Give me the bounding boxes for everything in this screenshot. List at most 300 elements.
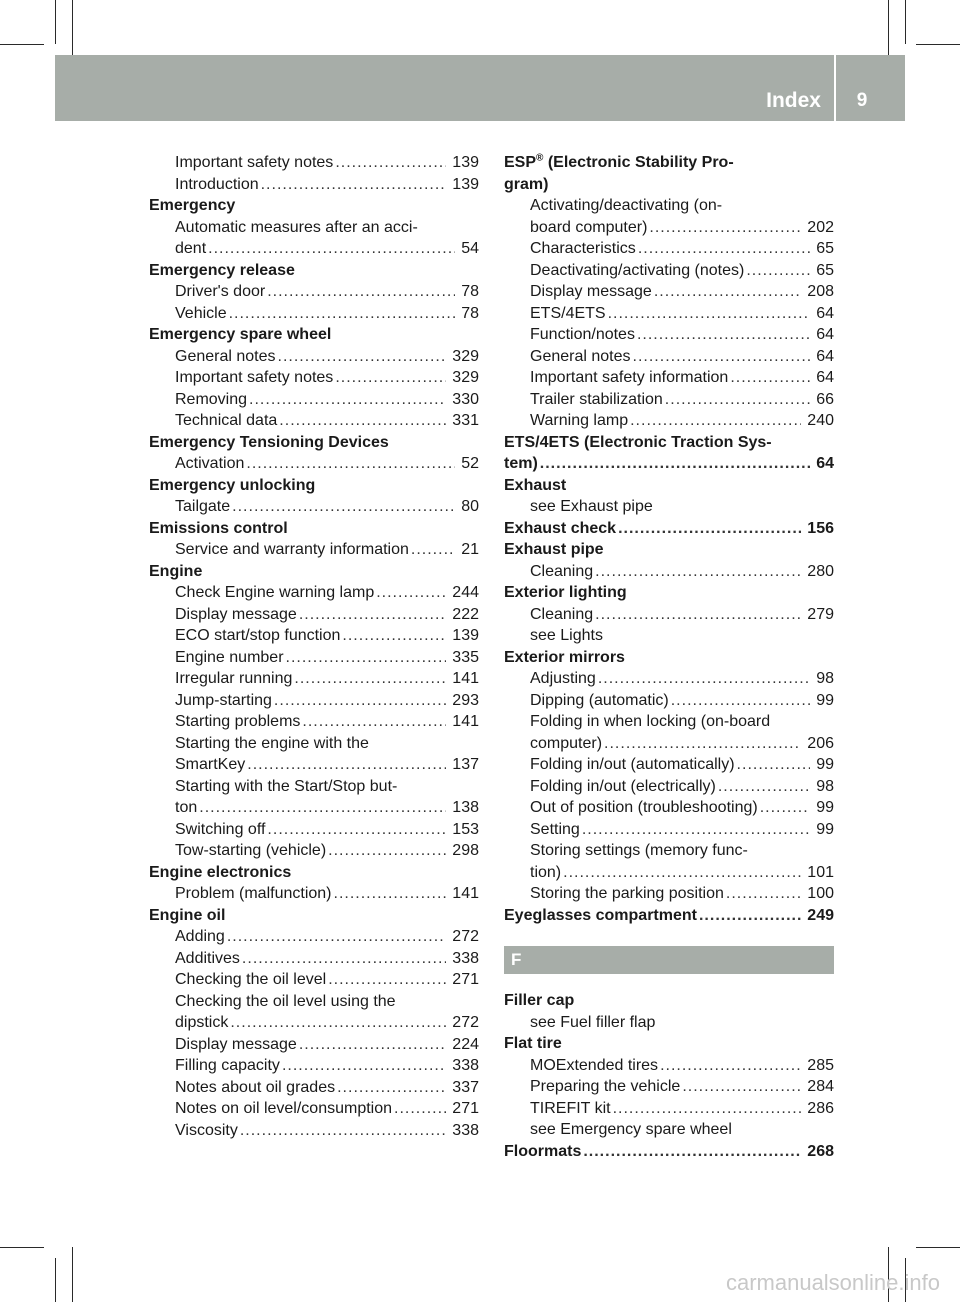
dot-leader (633, 346, 811, 368)
entry-text: ETS/4ETS (Electronic Traction Sys- (504, 433, 772, 451)
entry-text: Setting (530, 819, 582, 841)
index-heading (149, 862, 479, 884)
index-subentry (149, 647, 479, 669)
page-ref: 268 (807, 1142, 834, 1160)
page-ref: 337 (452, 1078, 479, 1096)
dot-leader (583, 1141, 801, 1163)
entry-text: Adding (175, 926, 227, 948)
entry-text: Filling capacity (175, 1055, 282, 1077)
entry-text: Cleaning (530, 604, 595, 626)
page-ref: 208 (807, 283, 834, 300)
index-subentry (504, 561, 834, 583)
index-heading (504, 1141, 834, 1163)
entry-text: Cleaning (530, 561, 595, 583)
page-ref: 285 (807, 1056, 834, 1074)
entry-text: see Exhaust pipe (530, 498, 653, 515)
entry-text: Folding in/out (electrically) (530, 776, 718, 798)
index-subentry (149, 797, 479, 819)
page-number: 9 (856, 90, 868, 111)
entry-text: Tailgate (175, 496, 232, 518)
index-subentry (149, 174, 479, 196)
page-ref: 52 (461, 455, 479, 472)
index-subentry (149, 1034, 479, 1056)
entry-text: Exhaust (504, 476, 567, 494)
index-subentry (504, 883, 834, 905)
dot-leader (279, 410, 446, 432)
index-subentry (149, 1055, 479, 1077)
page-ref: 101 (807, 863, 834, 881)
page-ref: 65 (816, 240, 834, 257)
index-heading (149, 475, 479, 497)
entry-text: Adjusting (530, 668, 598, 690)
entry-text: Display message (530, 281, 654, 303)
entry-text: Flat tire (504, 1035, 562, 1052)
index-subentry (504, 389, 834, 411)
index-subentry (504, 797, 834, 819)
index-subentry (149, 819, 479, 841)
page-ref: 222 (452, 605, 479, 623)
index-subentry (149, 1098, 479, 1120)
page-ref: 64 (816, 347, 834, 365)
entry-text: Engine electronics (149, 863, 292, 881)
page-ref: 202 (807, 218, 834, 236)
index-subentry (504, 496, 834, 518)
entry-text: General notes (530, 346, 633, 368)
index-heading (504, 518, 834, 540)
index-subentry (504, 819, 834, 841)
index-subentry (504, 840, 834, 862)
page-ref: 100 (807, 885, 834, 902)
dot-leader (563, 862, 801, 884)
dot-leader (294, 668, 446, 690)
dot-leader (229, 303, 456, 325)
page-ref: 98 (816, 670, 834, 687)
entry-text: Emergency release (149, 261, 295, 279)
page-ref: 206 (807, 734, 834, 752)
page-ref: 139 (452, 154, 479, 171)
entry-text: see Emergency spare wheel (530, 1121, 732, 1138)
dot-leader (671, 690, 810, 712)
dot-leader (760, 797, 811, 819)
entry-text: Exhaust pipe (504, 541, 604, 558)
index-subentry (504, 217, 834, 239)
dot-leader (604, 733, 801, 755)
entry-text: see Fuel filler flap (530, 1013, 656, 1031)
index-subentry (504, 1055, 834, 1077)
entry-text: Starting with the Start/Stop but- (175, 777, 398, 795)
index-subentry (149, 389, 479, 411)
index-subentry (149, 625, 479, 647)
page-ref: 98 (816, 777, 834, 795)
index-subentry (504, 1076, 834, 1098)
entry-text: tem) (504, 453, 540, 475)
page-ref: 279 (807, 605, 834, 623)
index-subentry (149, 690, 479, 712)
entry-text: ETS/4ETS (530, 303, 608, 325)
crop-mark (72, 0, 73, 55)
index-heading (504, 475, 834, 497)
dot-leader (411, 539, 455, 561)
dot-leader (660, 1055, 801, 1077)
dot-leader (613, 1098, 802, 1120)
entry-text: Eyeglasses compartment (504, 905, 699, 927)
entry-text: Switching off (175, 819, 267, 841)
page-ref: 286 (807, 1099, 834, 1117)
entry-text: Exterior mirrors (504, 648, 625, 666)
page-ref: 64 (816, 304, 834, 322)
dot-leader (286, 647, 447, 669)
index-heading (504, 905, 834, 927)
entry-text: Preparing the vehicle (530, 1076, 682, 1098)
entry-text: Exterior lighting (504, 584, 627, 601)
section-header: F (504, 946, 834, 974)
dot-leader (682, 1076, 801, 1098)
index-subentry (149, 152, 479, 174)
entry-text: Check Engine warning lamp (175, 582, 376, 604)
page-ref: 330 (452, 390, 479, 408)
entry-text: Folding in when locking (on-board (530, 713, 771, 730)
entry-text: Important safety notes (175, 367, 335, 389)
index-subentry (149, 217, 479, 239)
entry-text: Important safety notes (175, 152, 335, 174)
dot-leader (540, 453, 810, 475)
dot-leader (746, 260, 810, 282)
index-subentry (504, 668, 834, 690)
index-subentry (149, 303, 479, 325)
index-column-right (504, 152, 834, 1162)
dot-leader (598, 668, 810, 690)
entry-text: Checking the oil level using the (175, 992, 396, 1010)
dot-leader (595, 604, 801, 626)
entry-text: dent (175, 238, 208, 260)
entry-text: Notes on oil level/consumption (175, 1098, 394, 1120)
header-bar (55, 55, 905, 121)
index-subentry (504, 1098, 834, 1120)
page-ref: 141 (452, 670, 479, 687)
dot-leader (278, 346, 447, 368)
page-ref: 21 (461, 541, 479, 558)
page-ref: 293 (452, 691, 479, 709)
index-subentry (149, 1077, 479, 1099)
entry-text: Deactivating/activating (notes) (530, 260, 746, 282)
index-subentry (149, 281, 479, 303)
index-subentry (504, 625, 834, 647)
entry-text: TIREFIT kit (530, 1098, 613, 1120)
page-ref: 139 (452, 175, 479, 193)
page-ref: 244 (452, 584, 479, 601)
entry-text: Irregular running (175, 668, 294, 690)
entry-text: Driver's door (175, 281, 267, 303)
crop-mark (916, 1247, 960, 1248)
entry-text: Viscosity (175, 1120, 240, 1142)
index-heading (504, 582, 834, 604)
page-ref: 99 (816, 756, 834, 773)
dot-leader (630, 410, 801, 432)
index-subentry (504, 260, 834, 282)
entry-text: Engine (149, 562, 203, 580)
dot-leader (654, 281, 801, 303)
dot-leader (699, 905, 801, 927)
index-subentry (149, 733, 479, 755)
dot-leader (595, 561, 801, 583)
entry-text: Filler cap (504, 992, 575, 1009)
dot-leader (649, 217, 801, 239)
page-ref: 272 (452, 1014, 479, 1031)
dot-leader (282, 1055, 446, 1077)
dot-leader (335, 367, 446, 389)
dot-leader (334, 883, 447, 905)
dot-leader (299, 604, 446, 626)
entry-text: Removing (175, 389, 249, 411)
index-subentry (504, 862, 834, 884)
index-subentry (504, 303, 834, 325)
crop-mark (55, 0, 56, 44)
index-subentry (504, 238, 834, 260)
dot-leader (376, 582, 446, 604)
page-ref: 335 (452, 648, 479, 666)
dot-leader (737, 754, 811, 776)
index-subentry (504, 195, 834, 217)
index-subentry (149, 948, 479, 970)
entry-text: Emergency unlocking (149, 476, 316, 494)
entry-text: Emergency spare wheel (149, 326, 332, 343)
entry-text: Additives (175, 948, 242, 970)
page-ref: 137 (452, 756, 479, 773)
dot-leader (227, 926, 446, 948)
entry-text: gram) (504, 175, 549, 193)
entry-text: Service and warranty information (175, 539, 411, 561)
entry-text: Technical data (175, 410, 279, 432)
entry-text: Engine oil (149, 906, 226, 924)
dot-leader (726, 883, 801, 905)
index-subentry (149, 754, 479, 776)
entry-text: General notes (175, 346, 278, 368)
page-ref: 329 (452, 347, 479, 365)
dot-leader (302, 711, 446, 733)
entry-text: SmartKey (175, 754, 247, 776)
entry-text: Trailer stabilization (530, 389, 665, 411)
entry-text: Characteristics (530, 238, 638, 260)
index-subentry (149, 496, 479, 518)
index-subentry (504, 776, 834, 798)
entry-text: Automatic measures after an acci- (175, 218, 418, 236)
entry-text: Exhaust check (504, 518, 618, 540)
entry-text: Dipping (automatic) (530, 690, 671, 712)
index-subentry (149, 367, 479, 389)
entry-text: ECO start/stop function (175, 625, 342, 647)
dot-leader (261, 174, 447, 196)
page-ref: 298 (452, 842, 479, 859)
entry-text: Folding in/out (automatically) (530, 754, 737, 776)
dot-leader (246, 453, 455, 475)
index-subentry (149, 582, 479, 604)
dot-leader (618, 518, 801, 540)
entry-text: Problem (malfunction) (175, 883, 334, 905)
entry-text: see Lights (530, 627, 603, 644)
index-column-left (149, 152, 479, 1141)
dot-leader (337, 1077, 446, 1099)
dot-leader (267, 281, 455, 303)
dot-leader (274, 690, 446, 712)
dot-leader (247, 754, 446, 776)
page-ref: 153 (452, 820, 479, 838)
index-subentry (149, 604, 479, 626)
index-subentry (504, 733, 834, 755)
entry-text: Activating/deactivating (on- (530, 197, 723, 214)
index-subentry (149, 410, 479, 432)
entry-text: tion) (530, 862, 563, 884)
dot-leader (608, 303, 811, 325)
dot-leader (328, 840, 446, 862)
entry-text: Starting problems (175, 711, 302, 733)
index-subentry (149, 668, 479, 690)
index-heading (504, 152, 834, 174)
entry-text: dipstick (175, 1012, 230, 1034)
index-heading (504, 539, 834, 561)
entry-text: Function/notes (530, 324, 637, 346)
entry-text: Storing settings (memory func- (530, 842, 748, 859)
entry-text: Tow-starting (vehicle) (175, 840, 328, 862)
dot-leader (335, 152, 446, 174)
entry-text: Emergency (149, 197, 236, 214)
dot-leader (267, 819, 446, 841)
index-subentry (149, 453, 479, 475)
page-ref: 99 (816, 799, 834, 816)
page-ref: 141 (452, 713, 479, 730)
index-subentry (504, 604, 834, 626)
dot-leader (208, 238, 455, 260)
dot-leader (242, 948, 446, 970)
page-ref: 64 (816, 326, 834, 343)
crop-mark (905, 0, 906, 44)
index-subentry (504, 324, 834, 346)
page-ref: 271 (452, 1100, 479, 1117)
page-ref: 338 (452, 1057, 479, 1074)
page-ref: 66 (816, 390, 834, 408)
index-heading (149, 324, 479, 346)
index-subentry (149, 346, 479, 368)
page-ref: 249 (807, 906, 834, 924)
entry-text: Jump-starting (175, 690, 274, 712)
index-subentry (149, 776, 479, 798)
entry-text: ESP® (Electronic Stability Pro- (504, 152, 734, 171)
page-ref: 280 (807, 562, 834, 580)
dot-leader (718, 776, 810, 798)
index-subentry (149, 883, 479, 905)
page-ref: 78 (461, 283, 479, 300)
entry-text: MOExtended tires (530, 1055, 660, 1077)
index-subentry (504, 754, 834, 776)
entry-text: Warning lamp (530, 410, 630, 432)
entry-text: Display message (175, 604, 299, 626)
page-ref: 64 (816, 455, 834, 472)
index-subentry (149, 539, 479, 561)
dot-leader (240, 1120, 446, 1142)
entry-text: Emergency Tensioning Devices (149, 433, 389, 451)
index-subentry (149, 969, 479, 991)
index-subentry (504, 346, 834, 368)
page-ref: 329 (452, 369, 479, 386)
entry-text: Starting the engine with the (175, 734, 369, 752)
entry-text: ton (175, 797, 199, 819)
index-subentry (504, 367, 834, 389)
entry-text: Out of position (troubleshooting) (530, 797, 760, 819)
dot-leader (394, 1098, 446, 1120)
page-ref: 99 (816, 691, 834, 709)
dot-leader (299, 1034, 446, 1056)
entry-text: Storing the parking position (530, 883, 726, 905)
dot-leader (665, 389, 810, 411)
entry-text: Checking the oil level (175, 969, 328, 991)
dot-leader (328, 969, 446, 991)
dot-leader (199, 797, 446, 819)
page-ref: 331 (452, 412, 479, 429)
index-heading (504, 990, 834, 1012)
index-heading (149, 195, 479, 217)
index-subentry (504, 281, 834, 303)
page-ref: 65 (816, 261, 834, 279)
entry-text: Important safety information (530, 367, 730, 389)
index-subentry (504, 410, 834, 432)
dot-leader (730, 367, 810, 389)
entry-text: Introduction (175, 174, 261, 196)
index-heading (504, 174, 834, 196)
index-heading (149, 905, 479, 927)
page-ref: 141 (452, 885, 479, 902)
entry-text: board computer) (530, 217, 649, 239)
index-heading (149, 260, 479, 282)
dot-leader (637, 324, 810, 346)
index-subentry (504, 1012, 834, 1034)
index-subentry (149, 991, 479, 1013)
crop-mark (916, 44, 960, 45)
entry-text: computer) (530, 733, 604, 755)
entry-text: Floormats (504, 1141, 583, 1163)
watermark: carmanualsonline.info (725, 1270, 940, 1295)
page-ref: 338 (452, 949, 479, 967)
index-subentry (149, 711, 479, 733)
page-ref: 139 (452, 627, 479, 644)
page-ref: 78 (461, 304, 479, 322)
entry-text: Notes about oil grades (175, 1077, 337, 1099)
page-ref: 156 (807, 519, 834, 537)
index-heading (149, 561, 479, 583)
page-ref: 80 (461, 498, 479, 515)
entry-text: Vehicle (175, 303, 229, 325)
dot-leader (342, 625, 446, 647)
index-subentry (149, 1120, 479, 1142)
crop-mark (888, 0, 889, 55)
page-ref: 240 (807, 412, 834, 429)
index-heading (149, 518, 479, 540)
index-heading (504, 647, 834, 669)
entry-text: Activation (175, 453, 246, 475)
page-ref: 64 (816, 369, 834, 386)
page-ref: 99 (816, 820, 834, 838)
index-subentry (149, 238, 479, 260)
dot-leader (582, 819, 810, 841)
index-subentry (504, 1119, 834, 1141)
index-heading (504, 1033, 834, 1055)
index-heading (149, 432, 479, 454)
page-ref: 284 (807, 1078, 834, 1095)
entry-text: Display message (175, 1034, 299, 1056)
crop-mark (0, 44, 44, 45)
index-heading (504, 453, 834, 475)
dot-leader (232, 496, 455, 518)
index-subentry (149, 840, 479, 862)
index-heading (504, 432, 834, 454)
